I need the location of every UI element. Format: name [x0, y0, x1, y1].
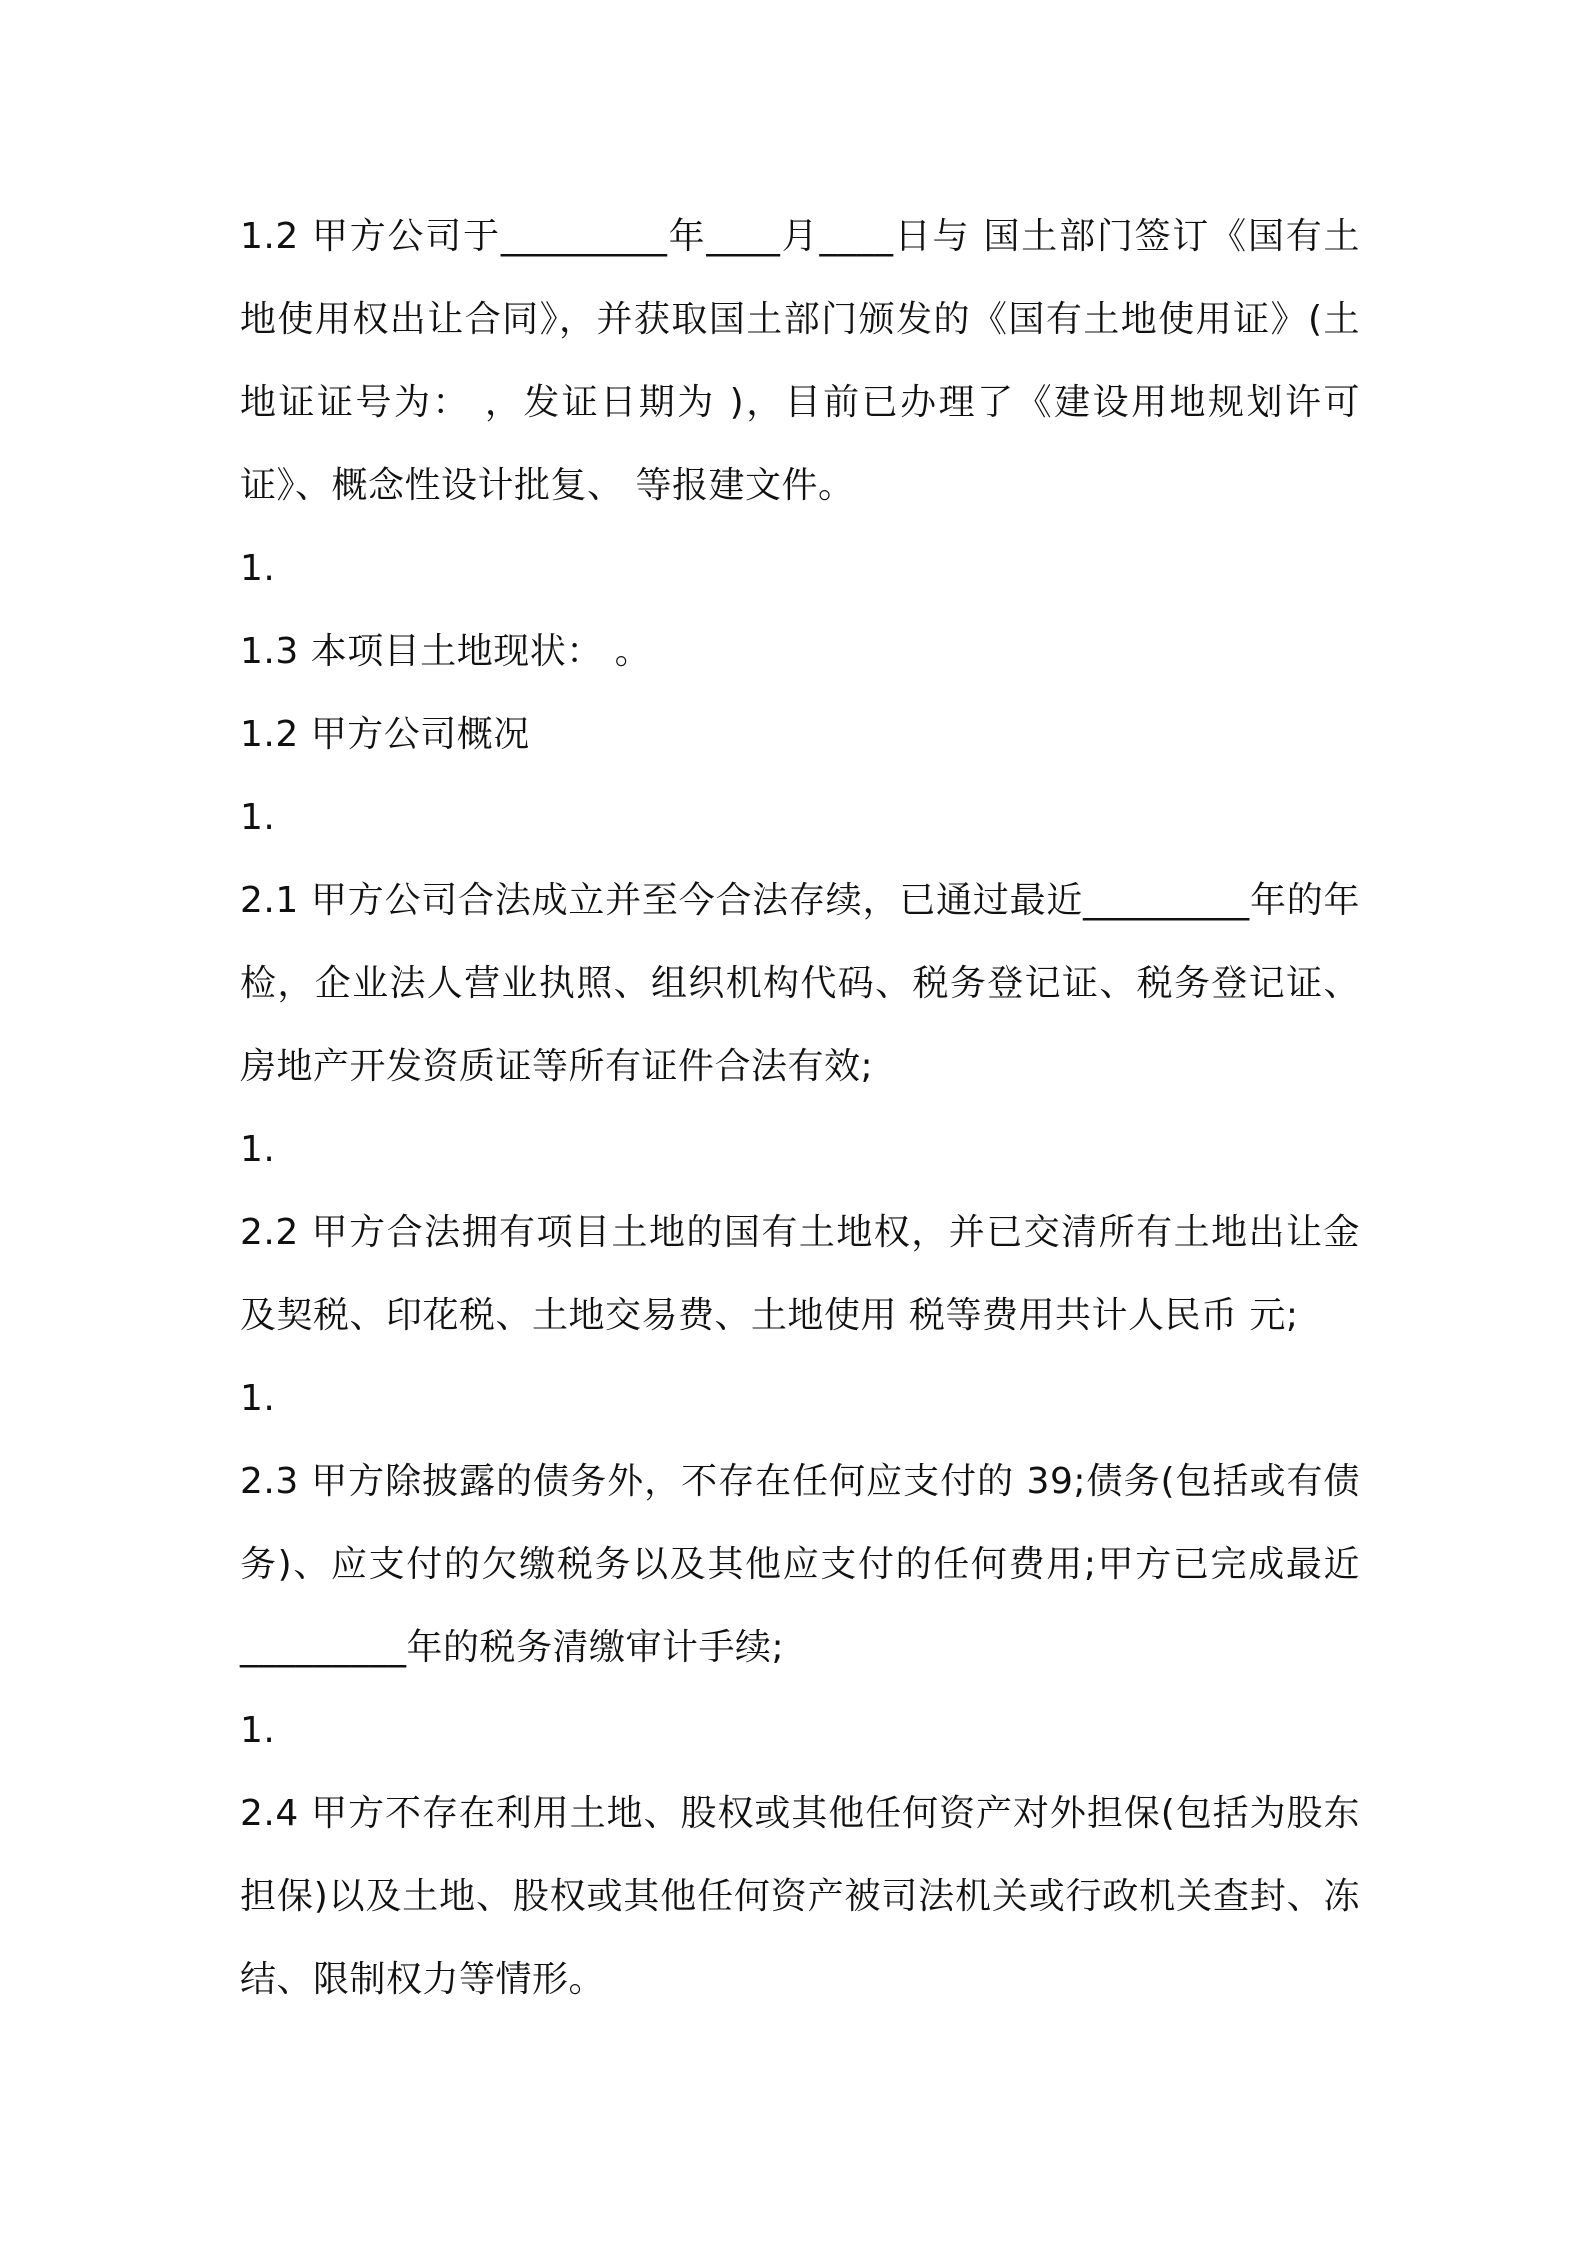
clause-1-2-land-contract: 1.2 甲方公司于_________年____月____日与 国土部门签订《国有土地使用权出让合同》，并获取国土部门颁发的《国有土地使用证》(土地证证号为： ，发证日期为 )，目前已办理了《建设用地规划许可证》、概念性设计批复、 等报建文件。 — [240, 216, 1360, 506]
clause-2-1-legal-existence: 2.1 甲方公司合法成立并至今合法存续，已通过最近_________年的年检，企业法人营业执照、组织机构代码、税务登记证、税务登记证、房地产开发资质证等所有证件合法有效; — [240, 880, 1360, 1087]
clause-1-3-land-status: 1.3 本项目土地现状： 。 — [240, 631, 652, 672]
list-marker: 1. — [240, 797, 276, 838]
clause-2-4-guarantees: 2.4 甲方不存在利用土地、股权或其他任何资产对外担保(包括为股东担保)以及土地、股权或其他任何资产被司法机关或行政机关查封、冻结、限制权力等情形。 — [240, 1793, 1360, 2000]
clause-2-2-land-rights: 2.2 甲方合法拥有项目土地的国有土地权，并已交清所有土地出让金及契税、印花税、土地交易费、土地使用 税等费用共计人民币 元; — [240, 1212, 1360, 1336]
list-marker: 1. — [240, 1378, 276, 1419]
section-heading-company-overview: 1.2 甲方公司概况 — [240, 714, 530, 755]
document-body — [240, 195, 1360, 2021]
list-marker: 1. — [240, 548, 276, 589]
list-marker: 1. — [240, 1129, 276, 1170]
list-marker: 1. — [240, 1710, 276, 1751]
clause-2-3-debts: 2.3 甲方除披露的债务外，不存在任何应支付的 39;债务(包括或有债务)、应支付的欠缴税务以及其他应支付的任何费用;甲方已完成最近_________年的税务清缴审计手续; — [240, 1461, 1360, 1668]
